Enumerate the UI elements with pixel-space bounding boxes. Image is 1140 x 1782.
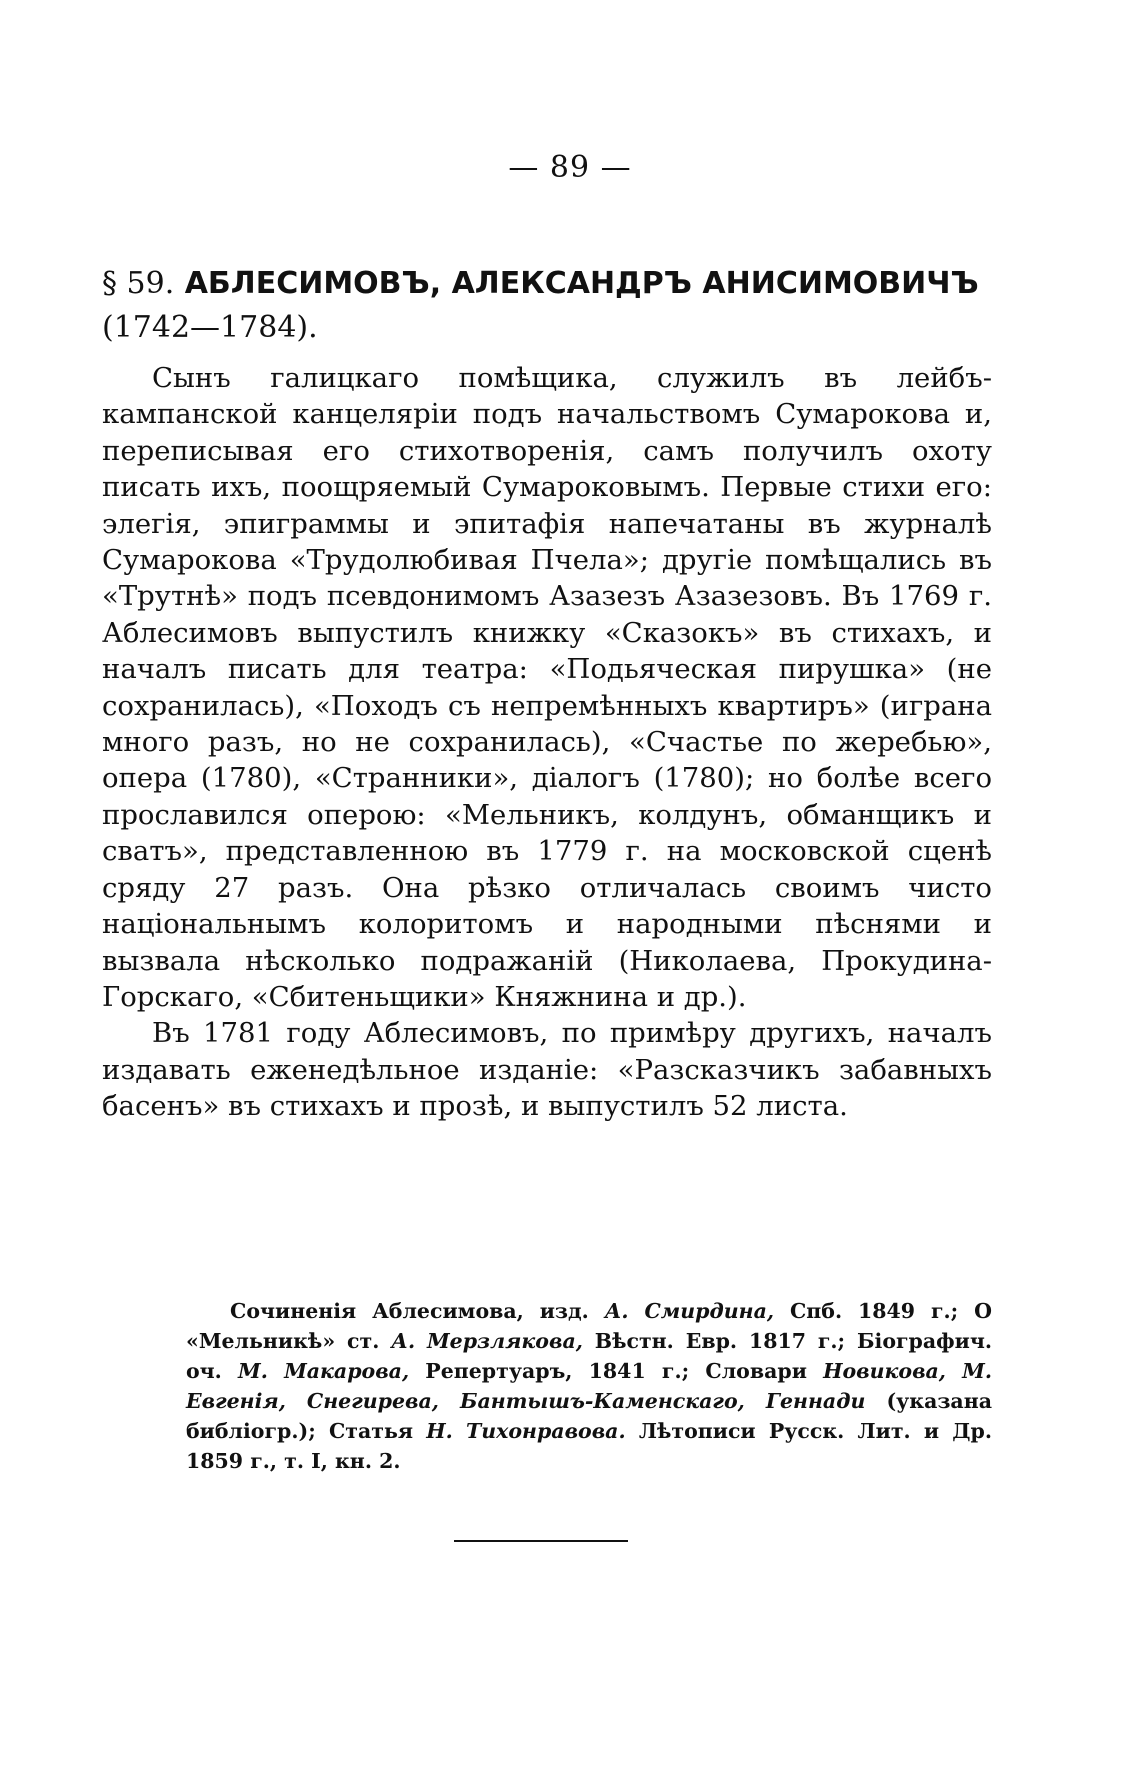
section-dates: (1742—1784).	[102, 310, 318, 345]
page-number: — 89 —	[508, 150, 632, 185]
section-title	[102, 262, 992, 350]
bib-text: Сочиненія Аблесимова, изд.	[230, 1299, 605, 1323]
bib-author: Новикова, М. Евгенія, Снегирева, Бантышъ-Каменскаго, Геннади	[186, 1359, 992, 1413]
bib-text: Вѣстн. Евр. 1817 г.; Біографич. оч.	[186, 1329, 993, 1383]
bib-author: М. Макарова,	[238, 1359, 410, 1383]
paragraph-publication: Въ 1781 году Аблесимовъ, по примѣру другихъ, началъ издавать еженедѣльное изданіе: «Разсказчикъ забавныхъ басенъ» въ стихахъ и прозѣ, и выпустилъ 52 листа.	[102, 1017, 992, 1123]
bib-text: Лѣтописи Русск. Лит. и Др. 1859 г., т. I, кн. 2.	[186, 1419, 992, 1473]
bib-text: Спб. 1849 г.; О «Мельникѣ» ст.	[186, 1299, 992, 1353]
bib-text: Репертуаръ, 1841 г.; Словари	[409, 1359, 824, 1383]
bib-author: Н. Тихонравова.	[426, 1419, 626, 1443]
bibliography-paragraph	[186, 1296, 992, 1476]
section-author-name: АБЛЕСИМОВЪ, АЛЕКСАНДРЪ АНИСИМОВИЧЪ	[184, 266, 979, 301]
bibliography-note	[186, 1296, 992, 1476]
section-number: § 59.	[102, 266, 175, 301]
bib-author: А. Мерзлякова,	[391, 1329, 583, 1353]
bib-author: А. Смирдина,	[604, 1299, 775, 1323]
end-rule-divider	[454, 1540, 628, 1542]
bib-text: (указана библіогр.); Статья	[186, 1389, 993, 1443]
body-text	[102, 360, 992, 1125]
paragraph-biography: Сынъ галицкаго помѣщика, служилъ въ лейбъ-кампанской канцеляріи подъ начальствомъ Сумарокова и, переписывая его стихотворенія, самъ получилъ охоту писать ихъ, поощряемый Сумароковымъ. Первые стихи его: элегія, эпиграммы и эпитафія напечатаны въ журналѣ Сумарокова «Трудолюбивая Пчела»; другіе помѣщались въ «Трутнѣ» подъ псевдонимомъ Азазезъ Азазезовъ. Въ 1769 г. Аблесимовъ выпустилъ книжку «Сказокъ» въ стихахъ, и началъ писать для театра: «Подьяческая пирушка» (не сохранилась), «Походъ съ непремѣнныхъ квартиръ» (играна много разъ, но не сохранилась), «Счастье по жеребью», опера (1780), «Странники», діалогъ (1780); но болѣе всего прославился оперою: «Мельникъ, колдунъ, обманщикъ и сватъ», представленною въ 1779 г. на московской сценѣ сряду 27 разъ. Она рѣзко отличалась своимъ чисто національнымъ колоритомъ и народными пѣснями и вызвала нѣсколько подражаній (Николаева, Прокудина-Горскаго, «Сбитеньщики» Княжнина и др.).	[102, 362, 992, 1013]
